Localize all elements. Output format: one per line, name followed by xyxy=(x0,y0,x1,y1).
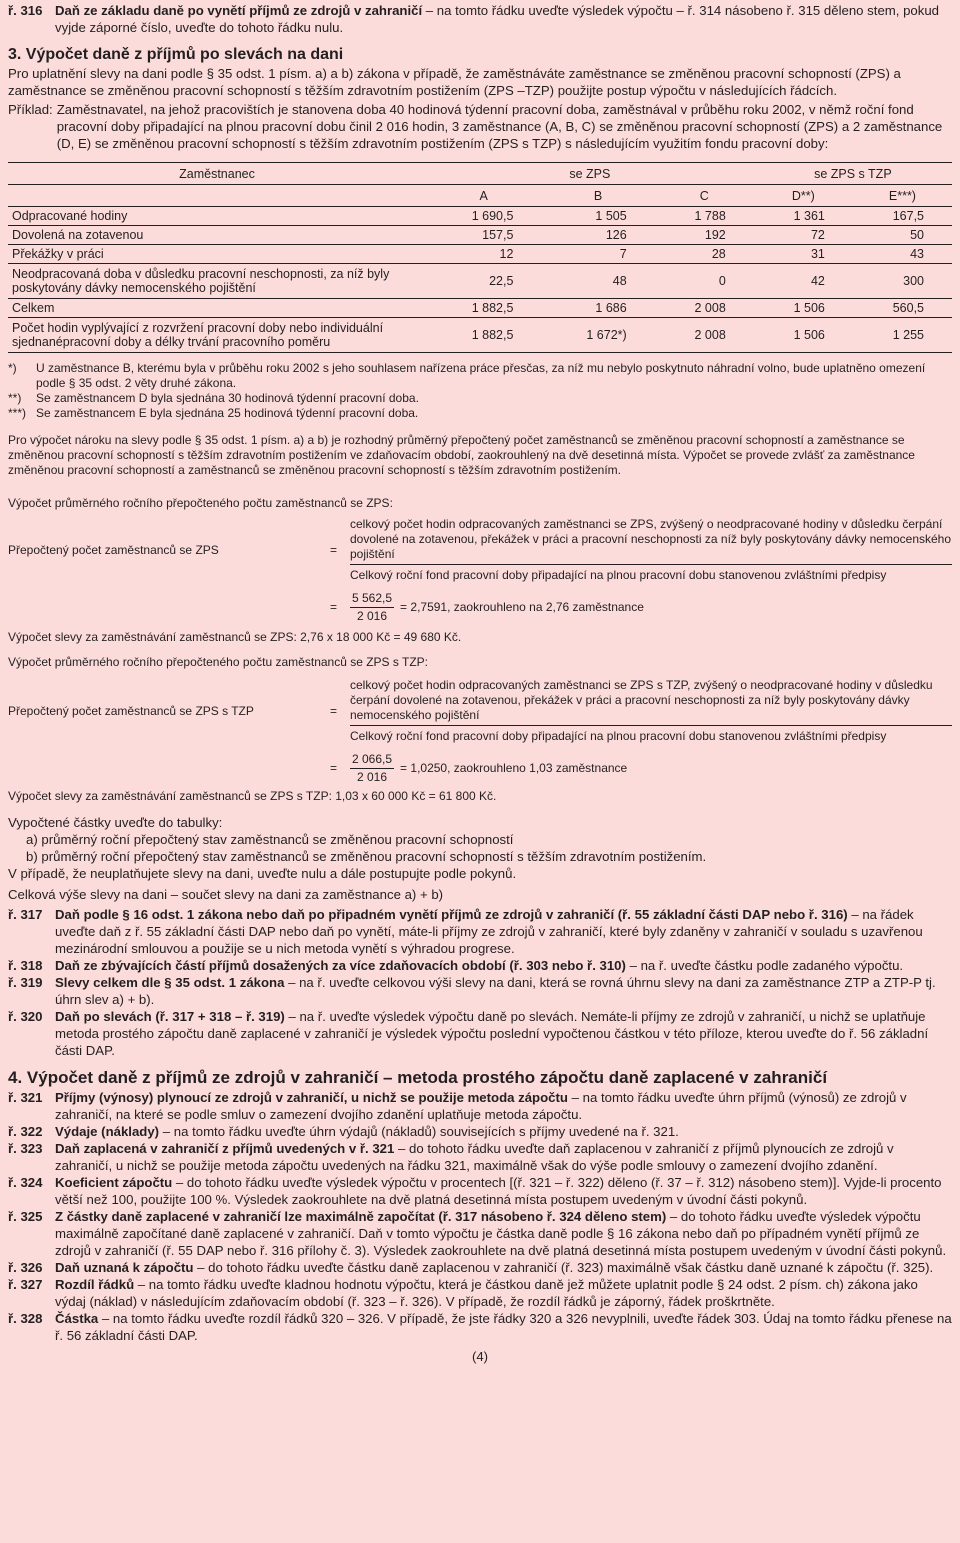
formula-equals: = xyxy=(330,600,338,614)
table-header-cell: C xyxy=(655,185,754,207)
item-text: – do tohoto řádku uveďte výsledek výpočtu v procentech [(ř. 321 – ř. 322) děleno (ř. 37 – ř. 312) násobeno stem)]. Vyjde-li procento větší než 100, použijte 100 %. Výsledek zaokrouhlete na dvě platná desetinná místa postupem uvedeným v úvodní části pokynů. xyxy=(55,1175,942,1207)
item-title: Daň uznaná k zápočtu xyxy=(55,1260,194,1275)
item-text: – do tohoto řádku uveďte výsledek výpočtu maximálně započítané daně zaplacené v zahraničí. Daň v tomto výpočtu je částka daně podle § 16 zákona nebo daň po případném vynětí příjmů ze zdrojů v zahraničí (ř. 55 DAP nebo ř. 316 přílohy č. 3). Výsledek zaokrouhlete na dvě platná desetinná místa postupem uvedeným v úvodní části pokynů. xyxy=(55,1209,947,1258)
formula-equals: = xyxy=(330,542,338,557)
row-label: Překážky v práci xyxy=(8,245,426,264)
item-number: ř. 326 xyxy=(8,1260,43,1275)
table-notes xyxy=(8,361,952,421)
item-title: Slevy celkem dle § 35 odst. 1 zákona xyxy=(55,975,285,990)
tzp-result xyxy=(8,752,952,785)
table-cell: 1 361 xyxy=(754,207,853,226)
item-text: – na tomto řádku uveďte výsledek výpočtu – ř. 314 násobeno ř. 315 děleno stem, pokud vyjde záporné číslo, uveďte do tohoto řádku nulu. xyxy=(55,3,940,35)
table-cell: 1 255 xyxy=(853,318,952,353)
section-3-intro: Pro uplatnění slevy na dani podle § 35 odst. 1 písm. a) a b) zákona v případě, že zaměstnáváte zaměstnance se změněnou pracovní schopností (ZPS) a zaměstnance se změněnou pracovní schopností s těžším zdravotním postižením (ZPS –TZP) použijte postup výpočtu v následujících řádcích. xyxy=(8,66,901,98)
table-cell: 1 672*) xyxy=(541,318,654,353)
item-text: – do tohoto řádku uveďte daň zaplacenou v zahraničí z příjmů plynoucích ze zdrojů v zahraničí, u nichž se použije metoda zápočtu uvedených na řádku 321, maximálně však do výše podle smlouvy o zamezení dvojího zdanění. xyxy=(55,1141,894,1173)
note xyxy=(8,361,952,391)
table-header-cell: D**) xyxy=(754,185,853,207)
item-number: ř. 318 xyxy=(8,958,43,973)
post-line-3: Celková výše slevy na dani – součet slevy na dani za zaměstnance a) + b) xyxy=(8,887,444,902)
post-line-1: Vypočtené částky uveďte do tabulky: xyxy=(8,815,223,830)
item-number: ř. 325 xyxy=(8,1209,43,1224)
table-cell: 126 xyxy=(541,226,654,245)
table-row xyxy=(8,207,952,226)
table-cell: 1 690,5 xyxy=(426,207,541,226)
table-cell: 560,5 xyxy=(853,299,952,318)
item-text: – na tomto řádku uveďte úhrn výdajů (nákladů) souvisejících s příjmy uvedené na ř. 321. xyxy=(159,1124,679,1139)
post-line-2: V případě, že neuplatňujete slevy na dani, uveďte nulu a dále postupujte podle pokynů. xyxy=(8,866,517,881)
item-number: ř. 327 xyxy=(8,1277,43,1292)
item-number: ř. 324 xyxy=(8,1175,43,1190)
item-number: ř. 321 xyxy=(8,1090,43,1105)
item-316 xyxy=(8,2,952,36)
note-mark: *) xyxy=(8,361,17,375)
item-322 xyxy=(8,1123,952,1140)
items-317-320 xyxy=(8,906,952,1059)
note-mark: ***) xyxy=(8,406,27,420)
item-number: ř. 323 xyxy=(8,1141,43,1156)
result-denominator: 2 016 xyxy=(357,770,388,784)
table-subheader-row xyxy=(8,185,952,207)
item-title: Koeficient zápočtu xyxy=(55,1175,173,1190)
item-title: Částka xyxy=(55,1311,99,1326)
item-318 xyxy=(8,957,952,974)
item-323 xyxy=(8,1140,952,1174)
item-number: ř. 316 xyxy=(8,3,43,18)
table-cell: 50 xyxy=(853,226,952,245)
item-text: – na řádek uveďte daň z ř. 55 základní části DAP nebo daň po vynětí, máte-li příjmy ze zdrojů v zahraničí, které byly zdaněny v zahraničí v souladu s uzavřenou mezinárodní smlouvou a použije se u nich metoda vynětí s výhradou progrese. xyxy=(55,907,923,956)
item-text: – do tohoto řádku uveďte částku daně zaplacenou v zahraničí (ř. 323) maximálně však částku daně uznané k zápočtu (ř. 325). xyxy=(193,1260,934,1275)
zps-result xyxy=(8,591,952,624)
table-cell: 157,5 xyxy=(426,226,541,245)
table-cell: 2 008 xyxy=(655,318,754,353)
post-line-b: b) průměrný roční přepočtený stav zaměstnanců se změněnou pracovní schopností s těžším zdravotním postižením. xyxy=(26,849,707,864)
table-row xyxy=(8,264,952,299)
row-label: Počet hodin vyplývající z rozvržení pracovní doby nebo individuální sjednanépracovní doby a délky trvání pracovního poměru xyxy=(8,318,426,353)
example xyxy=(8,101,952,152)
formula-denominator: Celkový roční fond pracovní doby připadající na plnou pracovní dobu stanovenou zvláštními předpisy xyxy=(350,568,887,582)
table-header-cell xyxy=(8,185,426,207)
item-text: – na ř. uveďte celkovou výši slevy na dani, která se rovná úhrnu slevy na dani za zaměstnance ZTP a ZTP-P tj. úhrn slev a) + b). xyxy=(55,975,936,1007)
note-text: U zaměstnance B, kterému byla v průběhu roku 2002 s jeho souhlasem nařízena práce přesčas, za níž mu nebylo poskytnuto náhradní volno, bude uplatněno omezení podle § 35 odst. 2 věty druhé zákona. xyxy=(36,361,926,390)
zps-formula xyxy=(8,517,952,583)
note-mark: **) xyxy=(8,391,22,405)
row-label: Odpracované hodiny xyxy=(8,207,426,226)
tzp-title: Výpočet průměrného ročního přepočteného počtu zaměstnanců se ZPS s TZP: xyxy=(8,655,429,669)
formula-denominator: Celkový roční fond pracovní doby připadající na plnou pracovní dobu stanovenou zvláštními předpisy xyxy=(350,729,887,743)
table-header-cell: A xyxy=(426,185,541,207)
item-number: ř. 328 xyxy=(8,1311,43,1326)
item-title: Daň ze základu daně po vynětí příjmů ze zdrojů v zahraničí xyxy=(55,3,423,18)
formula-fraction xyxy=(350,517,952,583)
table-cell: 300 xyxy=(853,264,952,299)
table-cell: 43 xyxy=(853,245,952,264)
table-cell: 1 788 xyxy=(655,207,754,226)
item-text: – na tomto řádku uveďte rozdíl řádků 320 – 326. V případě, že jste řádky 320 a 326 nevyplnili, uveďte řádek 303. Údaj na tomto řádku přenese na ř. 56 základní části DAP. xyxy=(55,1311,952,1343)
table-cell: 42 xyxy=(754,264,853,299)
result-text: = 1,0250, zaokrouhleno 1,03 zaměstnance xyxy=(400,761,628,775)
item-325 xyxy=(8,1208,952,1259)
table-header-row xyxy=(8,163,952,185)
item-328 xyxy=(8,1310,952,1344)
table-cell: 7 xyxy=(541,245,654,264)
item-327 xyxy=(8,1276,952,1310)
item-text: – na ř. uveďte částku podle zadaného výpočtu. xyxy=(625,958,904,973)
row-label: Celkem xyxy=(8,299,426,318)
item-321 xyxy=(8,1089,952,1123)
table-cell: 28 xyxy=(655,245,754,264)
table-cell: 1 505 xyxy=(541,207,654,226)
result-denominator: 2 016 xyxy=(357,609,388,623)
formula-lhs: Přepočtený počet zaměstnanců se ZPS xyxy=(8,542,219,557)
employee-hours-table xyxy=(8,162,952,353)
table-row xyxy=(8,245,952,264)
table-cell: 1 882,5 xyxy=(426,299,541,318)
item-title: Příjmy (výnosy) plynoucí ze zdrojů v zahraničí, u nichž se použije metoda zápočtu xyxy=(55,1090,568,1105)
table-header-cell: se ZPS s TZP xyxy=(754,163,952,185)
table-cell: 72 xyxy=(754,226,853,245)
table-cell: 22,5 xyxy=(426,264,541,299)
note xyxy=(8,391,952,406)
note-text: Se zaměstnancem D byla sjednána 30 hodinová týdenní pracovní doba. xyxy=(36,391,419,405)
formula-numerator: celkový počet hodin odpracovaných zaměstnanci se ZPS, zvýšený o neodpracované hodiny v důsledku čerpání dovolené na zotavenou, překážek v práci a pracovní neschopnosti za níž byly poskytovány dávky nemocenského pojištění xyxy=(350,517,952,565)
item-324 xyxy=(8,1174,952,1208)
table-cell: 1 506 xyxy=(754,318,853,353)
table-header-cell: se ZPS xyxy=(426,163,754,185)
result-numerator: 2 066,5 xyxy=(350,752,394,769)
calc-intro: Pro výpočet nároku na slevy podle § 35 odst. 1 písm. a) a b) je rozhodný průměrný přepočtený počet zaměstnanců se změněnou pracovní schopností a zaměstnance se změněnou pracovní schopností s těžším zdravotním postižením ve zdaňovacím období, zaokrouhlený na dvě desetinná místa. Výpočet se provede zvlášť za zaměstnance změněnou pracovní schopností a zaměstnanců se změněnou pracovní schopností s těžším zdravotním postižením. xyxy=(8,433,915,477)
item-title: Výdaje (náklady) xyxy=(55,1124,160,1139)
table-cell: 1 882,5 xyxy=(426,318,541,353)
item-317 xyxy=(8,906,952,957)
example-label: Příklad: xyxy=(8,102,53,117)
row-label: Neodpracovaná doba v důsledku pracovní neschopnosti, za níž byly poskytovány dávky nemocenského pojištění xyxy=(8,264,426,299)
table-cell: 167,5 xyxy=(853,207,952,226)
item-title: Daň po slevách (ř. 317 + 318 – ř. 319) xyxy=(55,1009,285,1024)
zps-discount: Výpočet slevy za zaměstnávání zaměstnanců se ZPS: 2,76 x 18 000 Kč = 49 680 Kč. xyxy=(8,630,462,644)
section-4-heading: 4. Výpočet daně z příjmů ze zdrojů v zahraničí – metoda prostého zápočtu daně zaplacené v zahraničí xyxy=(8,1068,828,1087)
item-title: Daň zaplacená v zahraničí z příjmů uvedených v ř. 321 xyxy=(55,1141,395,1156)
section-3-heading: 3. Výpočet daně z příjmů po slevách na dani xyxy=(8,46,344,63)
item-text: – na tomto řádku uveďte úhrn příjmů (výnosů) ze zdrojů v zahraničí, na které se podle smluv o zamezení dvojího zdanění uplatňuje metoda zápočtu. xyxy=(55,1090,907,1122)
item-320 xyxy=(8,1008,952,1059)
page-number: (4) xyxy=(471,1349,489,1364)
table-row xyxy=(8,318,952,353)
table-cell: 0 xyxy=(655,264,754,299)
table-cell: 31 xyxy=(754,245,853,264)
row-label: Dovolená na zotavenou xyxy=(8,226,426,245)
formula-equals: = xyxy=(330,761,338,775)
item-number: ř. 319 xyxy=(8,975,43,990)
result-fraction xyxy=(350,752,394,785)
formula-fraction xyxy=(350,678,952,744)
tzp-formula xyxy=(8,678,952,744)
table-header-cell: Zaměstnanec xyxy=(8,163,426,185)
table-cell: 192 xyxy=(655,226,754,245)
table-cell: 1 506 xyxy=(754,299,853,318)
table-cell: 2 008 xyxy=(655,299,754,318)
formula-lhs: Přepočtený počet zaměstnanců se ZPS s TZP xyxy=(8,703,254,718)
table-row xyxy=(8,299,952,318)
result-text: = 2,7591, zaokrouhleno na 2,76 zaměstnance xyxy=(400,600,644,614)
result-fraction xyxy=(350,591,394,624)
table-cell: 48 xyxy=(541,264,654,299)
item-319 xyxy=(8,974,952,1008)
item-326 xyxy=(8,1259,952,1276)
formula-equals: = xyxy=(330,703,338,718)
formula-numerator: celkový počet hodin odpracovaných zaměstnanci se ZPS s TZP, zvýšený o neodpracované hodiny v důsledku čerpání dovolené na zotavenou, překážek v práci a pracovní neschopnosti za níž byly poskytovány dávky nemocenského pojištění xyxy=(350,678,952,726)
item-number: ř. 317 xyxy=(8,907,43,922)
example-text: Zaměstnavatel, na jehož pracovištích je stanovena doba 40 hodinová týdenní pracovní doba, zaměstnával v průběhu roku 2002, v němž roční fond pracovní doby připadající na plnou pracovní dobu činil 2 016 hodin, 3 zaměstnance (A, B, C) se změněnou pracovní schopností (ZPS) a 2 zaměstnance (D, E) se změněnou pracovní schopností s těžším zdravotním postižením (ZPS s TZP) s následujícím využitím fondu pracovní doby: xyxy=(56,102,943,151)
item-number: ř. 322 xyxy=(8,1124,43,1139)
item-text: – na ř. uveďte výsledek výpočtu daně po slevách. Nemáte-li příjmy ze zdrojů v zahraničí, u nichž se uplatňuje metoda prostého zápočtu daně zaplacené v zahraničí je výsledek výpočtu poslední vypočtenou částkou v této příloze, kterou uveďte do ř. 56 základní části DAP. xyxy=(55,1009,929,1058)
zps-title: Výpočet průměrného ročního přepočteného počtu zaměstnanců se ZPS: xyxy=(8,496,393,510)
tzp-discount: Výpočet slevy za zaměstnávání zaměstnanců se ZPS s TZP: 1,03 x 60 000 Kč = 61 800 Kč. xyxy=(8,789,497,803)
table-row xyxy=(8,226,952,245)
note xyxy=(8,406,952,421)
result-numerator: 5 562,5 xyxy=(350,591,394,608)
items-321-328 xyxy=(8,1089,952,1344)
item-text: – na tomto řádku uveďte kladnou hodnotu výpočtu, která je částkou daně jež můžete uplatnit podle § 24 odst. 2 písm. ch) zákona jako výdaj (náklad) v následujícím zdaňovacím období (ř. 323 – ř. 326). V případě, že rozdíl řádků je záporný, řádek proškrtněte. xyxy=(55,1277,918,1309)
item-number: ř. 320 xyxy=(8,1009,43,1024)
item-title: Daň ze zbývajících částí příjmů dosažených za více zdaňovacích období (ř. 303 nebo ř. 310) xyxy=(55,958,626,973)
item-title: Daň podle § 16 odst. 1 zákona nebo daň po připadném vynětí příjmů ze zdrojů v zahraničí (ř. 55 základní části DAP nebo ř. 316) xyxy=(55,907,848,922)
note-text: Se zaměstnancem E byla sjednána 25 hodinová týdenní pracovní doba. xyxy=(36,406,419,420)
table-cell: 1 686 xyxy=(541,299,654,318)
item-title: Rozdíl řádků xyxy=(55,1277,135,1292)
table-cell: 12 xyxy=(426,245,541,264)
post-line-a: a) průměrný roční přepočtený stav zaměstnanců se změněnou pracovní schopností xyxy=(26,832,514,847)
item-title: Z částky daně zaplacené v zahraničí lze maximálně započítat (ř. 317 násobeno ř. 324 děleno stem) xyxy=(55,1209,667,1224)
table-header-cell: B xyxy=(541,185,654,207)
table-header-cell: E***) xyxy=(853,185,952,207)
